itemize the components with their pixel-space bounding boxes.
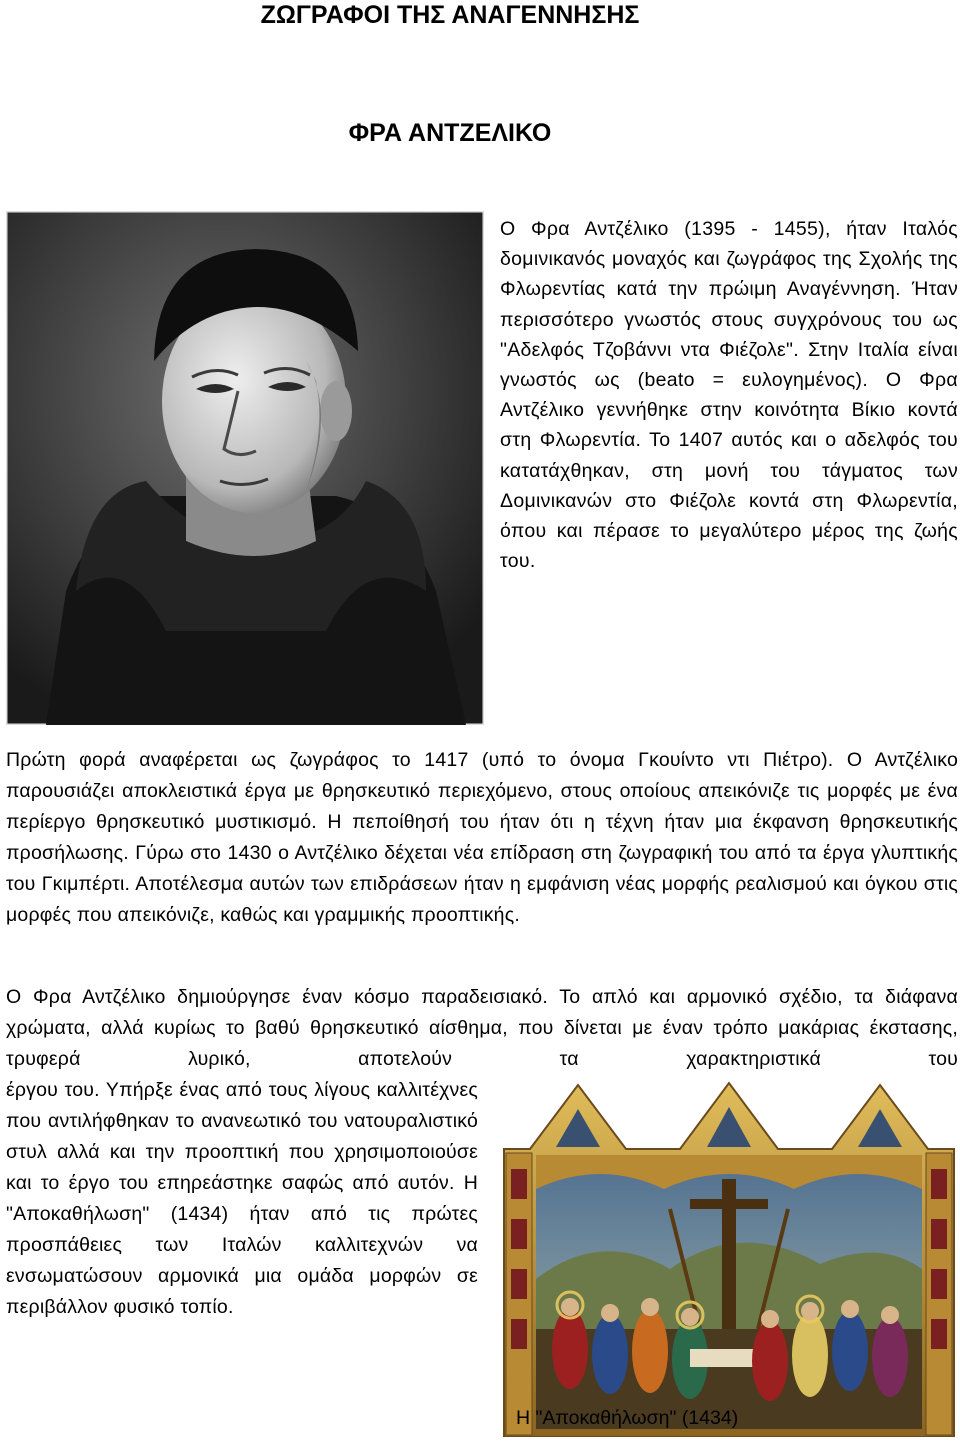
deposition-painting-image (500, 1079, 958, 1437)
body-paragraph-3-rest: έργου του. Υπήρξε ένας από τους λίγους καλλιτέχνες που αντιλήφθηκαν το ανανεωτικό του νατουραλιστικό στυλ αλλά και την προοπτική που χρησιμοποιούσε και το έργο του επηρεάστηκε σαφώς από αυτόν. Η "Αποκαθήλωση" (1434) ήταν από τις πρώτες προσπάθειες των Ιταλών καλλιτεχνών να ενσωματώσουν αρμονικά μια ομάδα μορφών σε περιβάλλον φυσικό τοπίο. (6, 1079, 478, 1318)
portrait-image (6, 211, 484, 725)
page-heading: ΖΩΓΡΑΦΟΙ ΤΗΣ ΑΝΑΓΕΝΝΗΣΗΣ (260, 1, 640, 29)
body-paragraph-3 (6, 982, 958, 1443)
article-subtitle: ΦΡΑ ΑΝΤΖΕΛΙΚΟ (348, 119, 552, 147)
body-paragraph-2: Πρώτη φορά αναφέρεται ως ζωγράφος το 1417 (υπό το όνομα Γκουίντο ντι Πιέτρο). Ο Αντζέλικο παρουσιάζει αποκλειστικά έργα με θρησκευτικό περιεχόμενο, στους οποίους απεικόνιζε τις μορφές με ένα περίεργο θρησκευτικό μυστικισμό. Η πεποίθησή του ήταν ότι η τέχνη ήταν μια έκφανση θρησκευτικής προσήλωσης. Γύρω στο 1430 ο Αντζέλικο δέχεται νέα επίδραση στη ζωγραφική του από τα έργα γλυπτικής του Γκιμπέρτι. Αποτέλεσμα αυτών των επιδράσεων ήταν η εμφάνιση νέας μορφής ρεαλισμού και όγκου στις μορφές που απεικόνιζε, καθώς και γραμμικής προοπτικής. (6, 749, 958, 926)
painting-caption: Η "Αποκαθήλωση" (1434) (516, 1407, 739, 1429)
intro-paragraph: Ο Φρα Αντζέλικο (1395 - 1455), ήταν Ιταλός δομινικανός μοναχός και ζωγράφος της Σχολής της Φλωρεντίας κατά την πρώιμη Αναγέννηση. Ήταν περισσότερο γνωστός στους συγχρόνους του ως "Αδελφός Τζοβάννι ντα Φιέζολε". Στην Ιταλία είναι γνωστός ως (beato = ευλογημένος). Ο Φρα Αντζέλικο γεννήθηκε στην κοινότητα Βίκιο κοντά στη Φλωρεντία. Το 1407 αυτός και ο αδελφός του κατατάχθηκαν, στη μονή του τάγματος των Δομινικανών στο Φιέζολε κοντά στη Φλωρεντία, όπου και πέρασε το μεγαλύτερο μέρος της ζωής του. (500, 218, 958, 573)
body-paragraph-3-lead: Ο Φρα Αντζέλικο δημιούργησε έναν κόσμο παραδεισιακό. Το απλό και αρμονικό σχέδιο, τα διάφανα χρώματα, αλλά κυρίως το βαθύ θρησκευτικό αίσθημα, που δίνεται με έναν τρόπο μακάριας έκστασης, τρυφερά λυρικό, αποτελούν τα χαρακτηριστικά του (6, 986, 958, 1070)
